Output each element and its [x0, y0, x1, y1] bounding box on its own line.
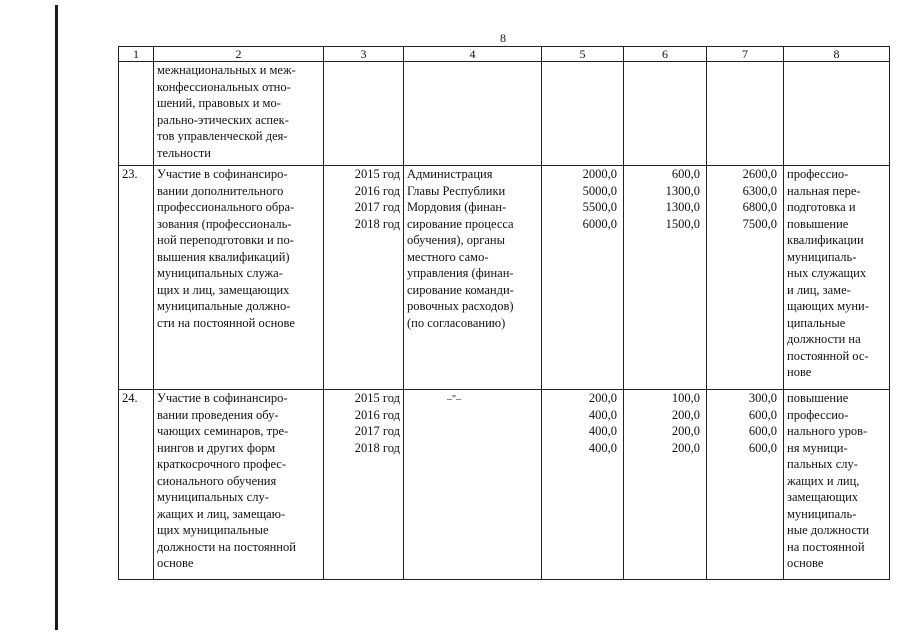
- header-cell: 1: [119, 47, 154, 62]
- funding-col6: 100,0 200,0 200,0 200,0: [624, 390, 707, 580]
- funding-col7: 2600,0 6300,0 6800,0 7500,0: [707, 166, 784, 390]
- measure-description: Участие в софинансиро- вании дополнительного профессионального обра- зования (профессиональ- ной переподготовки и по- вышения квалификаций) муниципальных служа- щих и лиц, замещающих муниципальные должно- сти на постоянной основе: [154, 166, 324, 390]
- funding-col7: [707, 62, 784, 166]
- header-cell: 8: [784, 47, 890, 62]
- row-number: 23.: [119, 166, 154, 390]
- funding-col6: [624, 62, 707, 166]
- result-cell: профессио- нальная пере- подготовка и повышение квалификации муниципаль- ных служащих и лиц, заме- щающих муни- ципальные должности на постоянной ос- нове: [784, 166, 890, 390]
- header-cell: 6: [624, 47, 707, 62]
- table-row: [119, 166, 890, 390]
- page-number: 8: [500, 31, 506, 45]
- result-cell: [784, 62, 890, 166]
- binding-bar: [55, 5, 58, 630]
- row-number: 24.: [119, 390, 154, 580]
- header-row: [119, 47, 890, 62]
- executor-cell: [404, 62, 542, 166]
- years-cell: 2015 год 2016 год 2017 год 2018 год: [324, 166, 404, 390]
- executor-cell: [404, 390, 542, 580]
- years-cell: 2015 год 2016 год 2017 год 2018 год: [324, 390, 404, 580]
- funding-col5: [542, 62, 624, 166]
- header-cell: 2: [154, 47, 324, 62]
- table-row: [119, 62, 890, 166]
- years-cell: [324, 62, 404, 166]
- header-cell: 5: [542, 47, 624, 62]
- funding-col5: 200,0 400,0 400,0 400,0: [542, 390, 624, 580]
- row-number: [119, 62, 154, 166]
- measure-description: Участие в софинансиро- вании проведения обу- чающих семинаров, тре- нингов и других форм краткосрочного профес- сионального обучения муниципальных слу- жащих и лиц, замещаю- щих муниципальные должности на постоянной основе: [154, 390, 324, 580]
- header-cell: 7: [707, 47, 784, 62]
- header-cell: 4: [404, 47, 542, 62]
- funding-col6: 600,0 1300,0 1300,0 1500,0: [624, 166, 707, 390]
- program-table: [118, 46, 890, 580]
- table-row: [119, 390, 890, 580]
- header-cell: 3: [324, 47, 404, 62]
- measure-description: межнациональных и меж- конфессиональных отно- шений, правовых и мо- рально-этических аспек- тов управленческой дея- тельности: [154, 62, 324, 166]
- executor-cell: Администрация Главы Республики Мордовия (финан- сирование процесса обучения), органы местного само- управления (финан- сирование команди- ровочных расходов) (по согласованию): [404, 166, 542, 390]
- funding-col5: 2000,0 5000,0 5500,0 6000,0: [542, 166, 624, 390]
- result-cell: повышение профессио- нального уров- ня муници- пальных слу- жащих и лиц, замещающих муниципаль- ные должности на постоянной основе: [784, 390, 890, 580]
- ditto-mark: –"–: [447, 394, 462, 405]
- funding-col7: 300,0 600,0 600,0 600,0: [707, 390, 784, 580]
